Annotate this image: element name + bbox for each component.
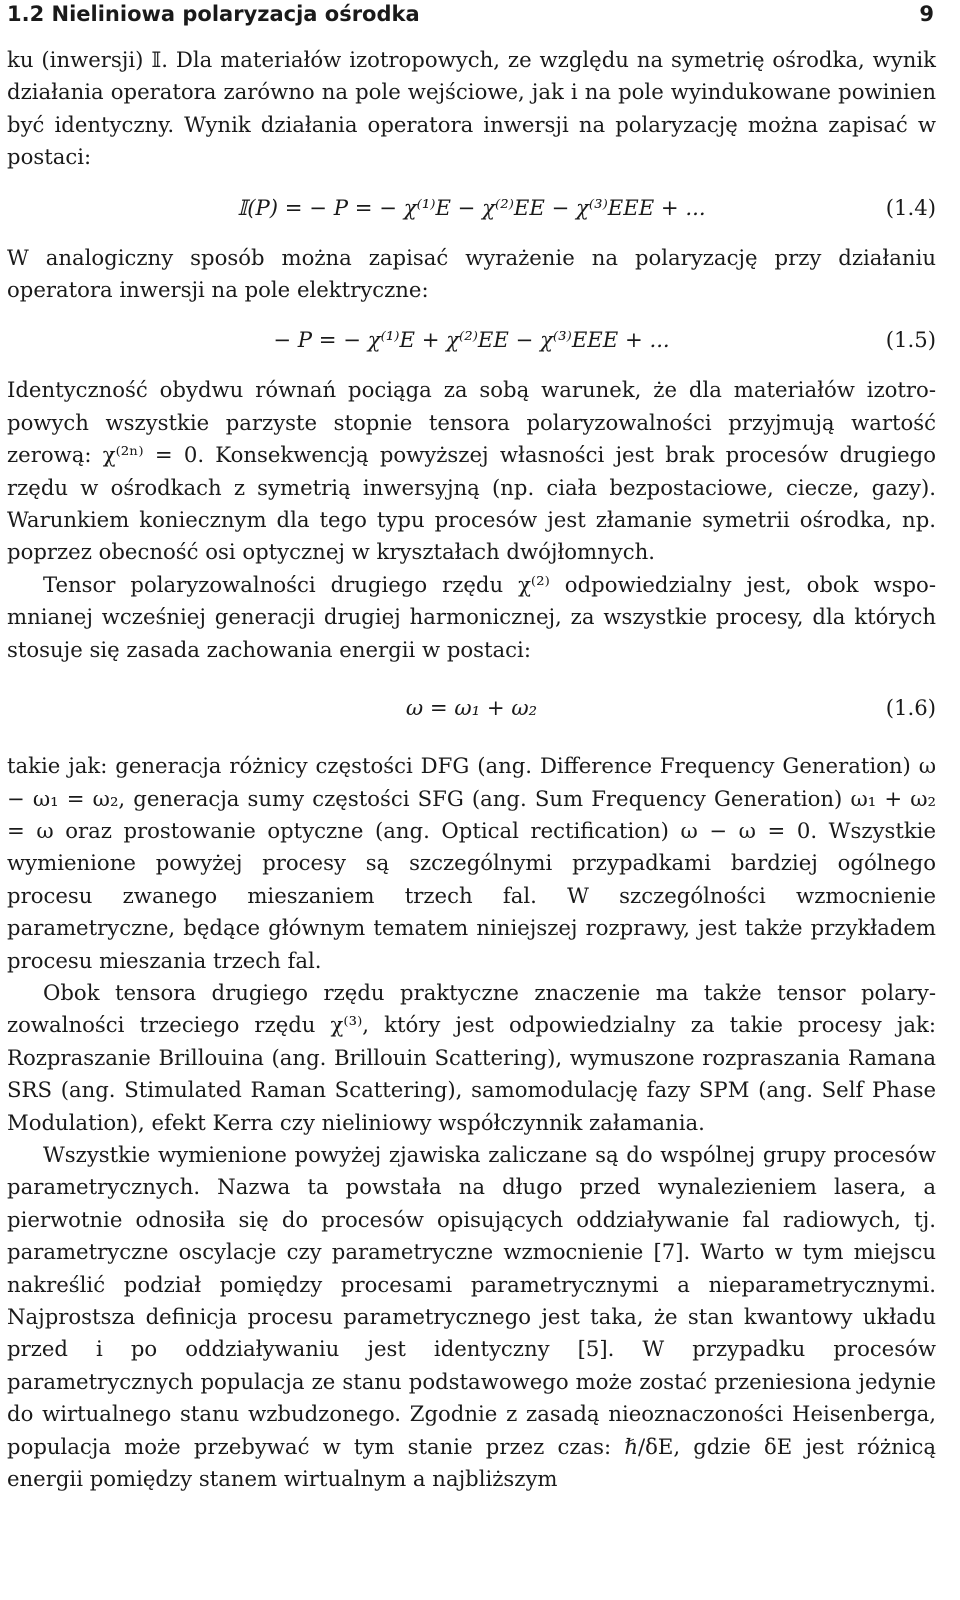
body-text [7, 44, 936, 1495]
equation-1-6-body: ω = ω₁ + ω₂ [405, 695, 538, 721]
paragraph-3: Identyczność obydwu równań pociąga za sobą warunek, że dla materiałów izotropowych wszystkie parzyste stopnie tensora polaryzowalności przyjmują wartość zerową: χ⁽²ⁿ⁾ = 0. Konsekwencją powyższej własności jest brak procesów drugiego rzędu w ośrodkach z symetrią inwersyjną (np. ciała bezpostaciowe, ciecze, gazy). Warunkiem koniecznym dla tego typu procesów jest złamanie symetrii ośrodka, np. poprzez obecność osi optycznej w kryształach dwójłomnych. [7, 377, 936, 565]
paragraph-7: Wszystkie wymienione powyżej zjawiska zaliczane są do wspólnej grupy procesów parametrycznych. Nazwa ta powstała na długo przed wynalezieniem lasera, a pierwotnie odnosiła się do procesów opisujących oddziaływanie fal radiowych, tj. parametryczne oscylacje czy parametryczne wzmocnienie [7]. Warto w tym miejscu nakreślić podział pomiędzy procesami parametrycznymi a nieparametrycznymi. Najprostsza definicja procesu parametrycznego jest taka, że stan kwantowy układu przed i po oddziaływaniu jest identyczny [5]. W przypadku procesów parametrycznych populacja ze stanu podstawowego może zostać przeniesiona jedynie do wirtualnego stanu wzbudzonego. Zgodnie z zasadą nieoznaczoności Heisenberga, populacja może przebywać w tym stanie przez czas: ℏ/δE, gdzie δE jest różnicą energii pomiędzy stanem wirtualnym a najbliższym [7, 1141, 936, 1492]
equation-1-5-number: (1.5) [885, 327, 936, 353]
page-number: 9 [919, 2, 934, 26]
equation-1-4-number: (1.4) [885, 194, 936, 220]
paragraph-5: takie jak: generacja różnicy częstości DFG (ang. Difference Frequency Generation) ω − ω₁ = ω₂, generacja sumy częstości SFG (ang. Sum Frequency Generation) ω₁ + ω₂ = ω oraz prostowanie optyczne (ang. Optical rectification) ω − ω = 0. Wszystkie wymienione powyżej procesy są szczególnymi przypadkami bardziej ogólnego procesu zwanego mieszaniem trzech fal. W szczególności wzmocnienie parametryczne, będące głównym tematem niniejszej rozprawy, jest także przykładem procesu mieszania trzech fal. [7, 753, 936, 973]
section-title: 1.2 Nieliniowa polaryzacja ośrodka [7, 2, 420, 26]
paragraph-6: Obok tensora drugiego rzędu praktyczne znaczenie ma także tensor polaryzowalności trzeciego rzędu χ⁽³⁾, który jest odpowiedzialny za takie procesy jak: Rozpraszanie Brillouina (ang. Brillouin Scattering), wymuszone rozpraszania Ramana SRS (ang. Stimulated Raman Scattering), samomodulację fazy SPM (ang. Self Phase Modulation), efekt Kerra czy nieliniowy współczynnik załamania. [7, 979, 936, 1135]
equation-1-6 [7, 692, 936, 724]
paragraph-4: Tensor polaryzowalności drugiego rzędu χ⁽²⁾ odpowiedzialny jest, obok wspomnianej wcześniej generacji drugiej harmonicznej, za wszystkie procesy, dla których stosuje się zasada zachowania energii w postaci: [7, 571, 936, 662]
equation-1-5 [7, 324, 936, 356]
equation-1-4 [7, 192, 936, 224]
equation-1-5-body: − P = − χ⁽¹⁾E + χ⁽²⁾EE − χ⁽³⁾EEE + ... [273, 327, 670, 353]
equation-1-4-body: 𝕀(P) = − P = − χ⁽¹⁾E − χ⁽²⁾EE − χ⁽³⁾EEE + ... [237, 194, 706, 220]
paragraph-2: W analogiczny sposób można zapisać wyrażenie na polaryzację przy działaniu operatora inwersji na pole elektryczne: [7, 244, 936, 303]
running-header [7, 0, 936, 44]
page [7, 0, 936, 1495]
paragraph-1: ku (inwersji) 𝕀. Dla materiałów izotropowych, ze względu na symetrię ośrodka, wynik działania operatora zarówno na pole wejściowe, jak i na pole wyindukowane powinien być identyczny. Wynik działania operatora inwersji na polaryzację można zapisać w postaci: [7, 47, 936, 170]
equation-1-6-number: (1.6) [885, 695, 936, 721]
